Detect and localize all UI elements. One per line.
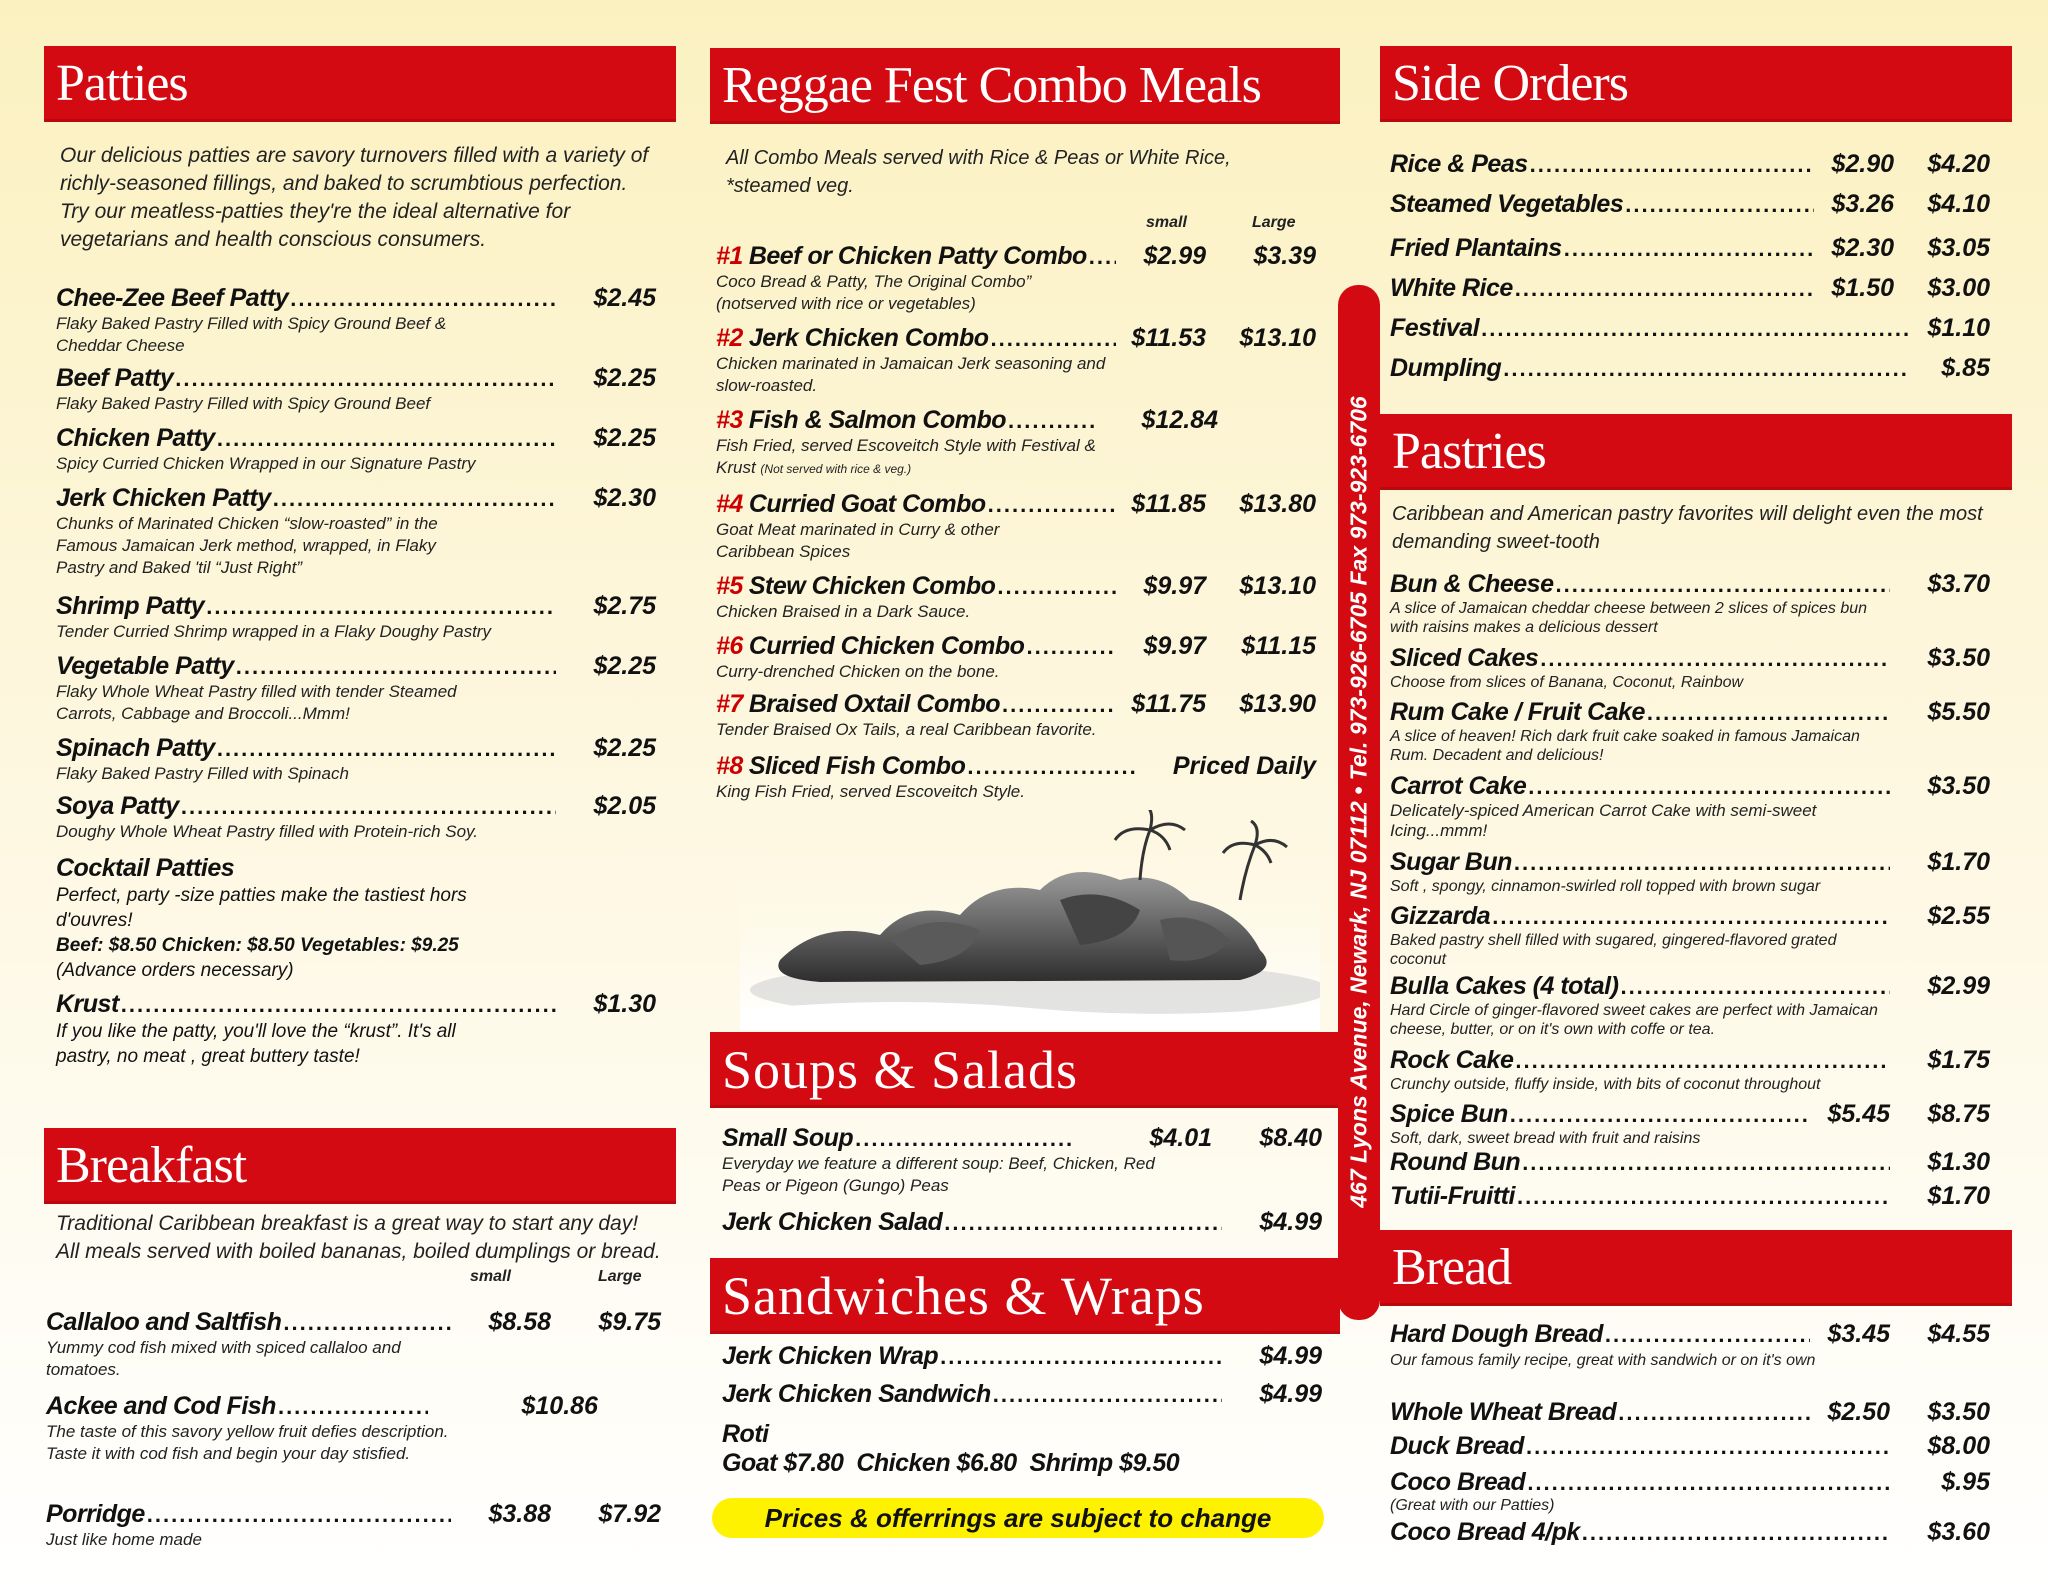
item-name: Jerk Chicken Patty — [56, 484, 271, 512]
item-name: Whole Wheat Bread — [1390, 1398, 1617, 1426]
item-name: Ackee and Cod Fish — [46, 1392, 276, 1420]
item-name: Soya Patty — [56, 792, 179, 820]
item-name: Carrot Cake — [1390, 772, 1527, 800]
menu-item[interactable] — [56, 652, 656, 725]
pastries-header: Pastries — [1380, 414, 2012, 490]
menu-item[interactable] — [1390, 698, 1990, 765]
item-name: Porridge — [46, 1500, 145, 1528]
item-name: Chee-Zee Beef Patty — [56, 284, 289, 312]
item-number: #6 — [716, 632, 743, 660]
item-name: Jerk Chicken Sandwich — [722, 1380, 991, 1408]
item-number: #4 — [716, 490, 743, 518]
item-description: Crunchy outside, fluffy inside, with bits of coconut throughout — [1390, 1076, 1821, 1093]
item-price: $2.30 — [593, 484, 656, 512]
item-description: Coco Bread & Patty, The Original Combo” (notserved with rice or vegetables) — [716, 272, 1032, 313]
item-price-small: $3.45 — [1827, 1320, 1890, 1348]
item-price: $2.55 — [1927, 902, 1990, 930]
item-name: Gizzarda — [1390, 902, 1491, 930]
item-description: Delicately-spiced American Carrot Cake with semi-sweet Icing...mmm! — [1390, 801, 1817, 840]
item-name: Festival — [1390, 314, 1480, 342]
item-name: Beef Patty — [56, 364, 174, 392]
item-description: Our famous family recipe, great with sandwich or on it's own — [1390, 1352, 1816, 1369]
item-name: Coco Bread 4/pk — [1390, 1518, 1580, 1546]
item-description: Flaky Baked Pastry Filled with Spicy Ground Beef & Cheddar Cheese — [56, 314, 447, 355]
menu-item[interactable] — [1390, 1046, 1990, 1094]
item-price-small: $2.30 — [1831, 234, 1894, 262]
item-price: $3.60 — [1927, 1518, 1990, 1546]
item-name: Rock Cake — [1390, 1046, 1514, 1074]
item-name: White Rice — [1390, 274, 1513, 302]
item-name: Sliced Fish Combo — [748, 752, 966, 780]
menu-item[interactable] — [1390, 1432, 1990, 1461]
item-number: #8 — [716, 752, 743, 780]
item-price: $8.00 — [1927, 1432, 1990, 1460]
menu-item-cocktail[interactable] — [56, 854, 656, 983]
item-price: $3.50 — [1927, 644, 1990, 672]
item-price-large: $4.55 — [1927, 1320, 1990, 1348]
menu-item[interactable] — [1390, 1398, 1990, 1427]
item-price: $2.99 — [1927, 972, 1990, 1000]
item-number: #5 — [716, 572, 743, 600]
menu-item[interactable] — [1390, 1468, 1990, 1515]
combo-small-label: small — [1146, 214, 1187, 231]
item-name: Small Soup — [722, 1124, 854, 1152]
pastries-intro: Caribbean and American pastry favorites will delight even the most demanding sweet-tooth — [1392, 503, 1983, 553]
menu-item-roti[interactable] — [722, 1420, 1322, 1478]
item-price: $.85 — [1941, 354, 1990, 382]
menu-item[interactable] — [56, 592, 656, 643]
menu-item[interactable] — [716, 752, 1316, 803]
menu-item[interactable] — [1390, 570, 1990, 637]
item-number: #3 — [716, 406, 743, 434]
item-price-small: $11.53 — [1131, 324, 1206, 352]
item-name: Jerk Chicken Wrap — [722, 1342, 939, 1370]
item-price-large: $13.80 — [1239, 490, 1316, 518]
item-price-small: $8.58 — [488, 1308, 551, 1336]
item-price-large: $3.39 — [1253, 242, 1316, 270]
menu-item[interactable] — [1390, 1182, 1990, 1211]
item-price: $3.50 — [1927, 772, 1990, 800]
menu-item[interactable] — [722, 1208, 1322, 1237]
item-description: Everyday we feature a different soup: Beef, Chicken, Red Peas or Pigeon (Gungo) Peas — [722, 1154, 1155, 1195]
item-description: (Great with our Patties) — [1390, 1497, 1555, 1514]
item-price-large: $7.92 — [598, 1500, 661, 1528]
item-name: Spinach Patty — [56, 734, 215, 762]
item-price: $12.84 — [1141, 406, 1218, 434]
item-name: Coco Bread — [1390, 1468, 1526, 1496]
item-name: Krust — [56, 990, 119, 1018]
menu-item[interactable] — [1390, 150, 1990, 179]
menu-item[interactable] — [1390, 354, 1990, 383]
item-description: Chunks of Marinated Chicken “slow-roasted” in the Famous Jamaican Jerk method, wrapped, in Flaky Pastry and Baked 'til “Just Right” — [56, 514, 438, 577]
menu-item[interactable] — [722, 1380, 1322, 1409]
item-price: $3.70 — [1927, 570, 1990, 598]
item-price-large: $11.15 — [1241, 632, 1316, 660]
item-name: Dumpling — [1390, 354, 1502, 382]
combo-intro: All Combo Meals served with Rice & Peas or White Rice, *steamed veg. — [726, 147, 1231, 197]
menu-item[interactable] — [1390, 234, 1990, 263]
item-price-large: $4.20 — [1927, 150, 1990, 178]
item-description: Perfect, party -size patties make the tastiest hors d'ouvres! — [56, 885, 467, 931]
menu-item[interactable] — [56, 484, 656, 579]
item-name: Hard Dough Bread — [1390, 1320, 1603, 1348]
menu-item[interactable] — [1390, 190, 1990, 219]
item-price-small: $3.88 — [488, 1500, 551, 1528]
item-description: Baked pastry shell filled with sugared, gingered-flavored grated coconut — [1390, 932, 1837, 968]
menu-item[interactable] — [56, 424, 656, 475]
menu-item[interactable] — [56, 990, 656, 1069]
item-price-small: $5.45 — [1827, 1100, 1890, 1128]
item-price: $4.99 — [1259, 1342, 1322, 1370]
menu-item[interactable] — [56, 792, 656, 843]
menu-item[interactable] — [716, 690, 1316, 741]
item-price: $4.99 — [1259, 1208, 1322, 1236]
combo-header: Reggae Fest Combo Meals — [710, 48, 1340, 124]
item-name: Fish & Salmon Combo — [748, 406, 1006, 434]
item-price: $2.25 — [593, 424, 656, 452]
address-text: 467 Lyons Avenue, Newark, NJ 07112 • Tel. 973-926-6705 Fax 973-923-6706 — [1345, 396, 1372, 1208]
item-name: Braised Oxtail Combo — [748, 690, 1000, 718]
menu-item[interactable] — [1390, 972, 1990, 1039]
item-price-large: $3.00 — [1927, 274, 1990, 302]
item-description: Just like home made — [46, 1530, 202, 1549]
item-price-large: $3.05 — [1927, 234, 1990, 262]
item-price-large: $9.75 — [598, 1308, 661, 1336]
menu-item[interactable] — [716, 490, 1316, 563]
item-price-small: $4.01 — [1149, 1124, 1212, 1152]
item-price: $4.99 — [1259, 1380, 1322, 1408]
item-price-large: $8.40 — [1259, 1124, 1322, 1152]
menu-item[interactable] — [46, 1392, 661, 1465]
menu-item[interactable] — [716, 406, 1316, 480]
item-name: Chicken Patty — [56, 424, 215, 452]
item-description: Chicken Braised in a Dark Sauce. — [716, 602, 971, 621]
item-name: Sliced Cakes — [1390, 644, 1539, 672]
menu-item[interactable] — [56, 284, 656, 357]
item-price: $1.75 — [1927, 1046, 1990, 1074]
menu-item[interactable] — [716, 632, 1316, 683]
item-name: Steamed Vegetables — [1390, 190, 1624, 218]
item-price-small: $11.75 — [1131, 690, 1206, 718]
item-name: Sugar Bun — [1390, 848, 1512, 876]
item-description: Soft, dark, sweet bread with fruit and raisins — [1390, 1130, 1701, 1147]
item-number: #1 — [716, 242, 743, 270]
item-price-small: $2.50 — [1827, 1398, 1890, 1426]
item-price: $2.25 — [593, 364, 656, 392]
item-number: #2 — [716, 324, 743, 352]
bread-header: Bread — [1380, 1230, 2012, 1306]
item-price-large: $3.50 — [1927, 1398, 1990, 1426]
menu-item[interactable] — [56, 364, 656, 415]
item-description: A slice of Jamaican cheddar cheese between 2 slices of spices bun with raisins makes a delicious dessert — [1390, 600, 1868, 636]
menu-item[interactable] — [1390, 1518, 1990, 1547]
price-notice: Prices & offerrings are subject to change — [712, 1498, 1324, 1538]
patties-intro: Our delicious patties are savory turnovers filled with a variety of richly-seasoned fillings, and baked to scrumbtious perfection. Try our meatless-patties they're the ideal alternative for vegetarians and health conscious consumers. — [60, 144, 649, 251]
item-description: Tender Braised Ox Tails, a real Caribbean favorite. — [716, 720, 1097, 739]
item-description: Flaky Whole Wheat Pastry filled with tender Steamed Carrots, Cabbage and Broccoli...Mmm! — [56, 682, 457, 723]
item-name: Rice & Peas — [1390, 150, 1528, 178]
item-prices: Goat $7.80 Chicken $6.80 Shrimp $9.50 — [722, 1449, 1180, 1477]
menu-item[interactable] — [56, 734, 656, 785]
item-name: Tutii-Fruitti — [1390, 1182, 1515, 1210]
menu-item[interactable] — [1390, 902, 1990, 969]
item-price: $2.75 — [593, 592, 656, 620]
menu-item[interactable] — [716, 572, 1316, 623]
item-price-small: $2.99 — [1143, 242, 1206, 270]
item-name: Beef or Chicken Patty Combo — [748, 242, 1087, 270]
item-name: Stew Chicken Combo — [748, 572, 996, 600]
menu-item[interactable] — [1390, 1148, 1990, 1177]
menu-item[interactable] — [716, 242, 1316, 315]
item-price: $2.05 — [593, 792, 656, 820]
item-prices: Beef: $8.50 Chicken: $8.50 Vegetables: $9.25 — [56, 935, 459, 956]
item-price: $.95 — [1941, 1468, 1990, 1496]
item-description: Chicken marinated in Jamaican Jerk seasoning and slow-roasted. — [716, 354, 1106, 395]
sides-header: Side Orders — [1380, 46, 2012, 122]
item-description: Hard Circle of ginger-flavored sweet cakes are perfect with Jamaican cheese, butter, or on it's own with coffe or tea. — [1390, 1002, 1878, 1038]
menu-item[interactable] — [716, 324, 1316, 397]
item-description: Curry-drenched Chicken on the bone. — [716, 662, 1000, 681]
item-description: Choose from slices of Banana, Coconut, Rainbow — [1390, 674, 1744, 691]
item-number: #7 — [716, 690, 743, 718]
item-description: Flaky Baked Pastry Filled with Spinach — [56, 764, 349, 783]
item-price: $1.70 — [1927, 1182, 1990, 1210]
item-description: The taste of this savory yellow fruit defies description. Taste it with cod fish and begin your day stisfied. — [46, 1422, 449, 1463]
item-price: $2.25 — [593, 734, 656, 762]
item-description: Fish Fried, served Escoveitch Style with Festival & Krust — [716, 436, 1096, 477]
item-description: Tender Curried Shrimp wrapped in a Flaky Doughy Pastry — [56, 622, 491, 641]
combo-large-label: Large — [1252, 214, 1296, 231]
item-name: Duck Bread — [1390, 1432, 1524, 1460]
item-price: $1.30 — [1927, 1148, 1990, 1176]
item-price-large: $13.90 — [1239, 690, 1316, 718]
item-description: If you like the patty, you'll love the “krust”. It's all pastry, no meat , great buttery taste! — [56, 1021, 456, 1067]
item-name: Fried Plantains — [1390, 234, 1562, 262]
item-price: $2.45 — [593, 284, 656, 312]
item-note: (Advance orders necessary) — [56, 960, 294, 981]
beach-rocks-palms-photo — [740, 810, 1320, 1030]
menu-item[interactable] — [722, 1342, 1322, 1371]
item-name: Curried Chicken Combo — [748, 632, 1025, 660]
item-price: Priced Daily — [1172, 752, 1316, 780]
item-name: Bun & Cheese — [1390, 570, 1554, 598]
item-description: King Fish Fried, served Escoveitch Style. — [716, 782, 1025, 801]
item-price: $2.25 — [593, 652, 656, 680]
menu-item[interactable] — [1390, 314, 1990, 343]
sandwiches-header: Sandwiches & Wraps — [710, 1258, 1340, 1334]
item-name: Rum Cake / Fruit Cake — [1390, 698, 1645, 726]
breakfast-intro: Traditional Caribbean breakfast is a great way to start any day! All meals served with boiled bananas, boiled dumplings or bread. — [56, 1212, 661, 1263]
item-description: Yummy cod fish mixed with spiced callaloo and tomatoes. — [46, 1338, 401, 1379]
item-price-small: $3.26 — [1831, 190, 1894, 218]
patties-header: Patties — [44, 46, 676, 122]
menu-item[interactable] — [722, 1124, 1322, 1197]
item-price-large: $13.10 — [1239, 324, 1316, 352]
item-price-small: $11.85 — [1131, 490, 1206, 518]
breakfast-large-label: Large — [598, 1268, 642, 1285]
item-note: (Not served with rice & veg.) — [760, 462, 912, 476]
item-price: $1.30 — [593, 990, 656, 1018]
menu-item[interactable] — [1390, 274, 1990, 303]
item-name: Jerk Chicken Combo — [748, 324, 989, 352]
item-description: Spicy Curried Chicken Wrapped in our Signature Pastry — [56, 454, 476, 473]
item-name: Round Bun — [1390, 1148, 1521, 1176]
menu-item[interactable] — [46, 1308, 661, 1381]
item-name: Roti — [722, 1420, 769, 1448]
menu-item[interactable] — [1390, 848, 1990, 896]
item-price: $10.86 — [521, 1392, 598, 1420]
item-price-small: $9.97 — [1143, 632, 1206, 660]
item-name: Vegetable Patty — [56, 652, 234, 680]
item-name: Curried Goat Combo — [748, 490, 986, 518]
menu-item[interactable] — [1390, 1320, 1990, 1373]
item-price: $5.50 — [1927, 698, 1990, 726]
menu-item[interactable] — [46, 1500, 661, 1551]
item-price-large: $8.75 — [1927, 1100, 1990, 1128]
menu-item[interactable] — [1390, 772, 1990, 841]
menu-item[interactable] — [1390, 1100, 1990, 1148]
item-price-small: $2.90 — [1831, 150, 1894, 178]
item-price: $1.10 — [1927, 314, 1990, 342]
breakfast-small-label: small — [470, 1268, 511, 1285]
item-description: Doughy Whole Wheat Pastry filled with Protein-rich Soy. — [56, 822, 479, 841]
item-description: Goat Meat marinated in Curry & other Caribbean Spices — [716, 520, 1000, 561]
item-description: Flaky Baked Pastry Filled with Spicy Ground Beef — [56, 394, 431, 413]
item-price-small: $9.97 — [1143, 572, 1206, 600]
item-name: Cocktail Patties — [56, 854, 235, 882]
item-price-large: $4.10 — [1927, 190, 1990, 218]
item-name: Callaloo and Saltfish — [46, 1308, 282, 1336]
item-price: $1.70 — [1927, 848, 1990, 876]
item-name: Jerk Chicken Salad — [722, 1208, 943, 1236]
soups-header: Soups & Salads — [710, 1032, 1340, 1108]
item-description: Soft , spongy, cinnamon-swirled roll topped with brown sugar — [1390, 878, 1821, 895]
item-name: Bulla Cakes (4 total) — [1390, 972, 1619, 1000]
item-name: Shrimp Patty — [56, 592, 205, 620]
address-sidebar — [1338, 285, 1380, 1320]
item-description: A slice of heaven! Rich dark fruit cake soaked in famous Jamaican Rum. Decadent and delicious! — [1390, 728, 1860, 764]
item-name: Spice Bun — [1390, 1100, 1508, 1128]
breakfast-header: Breakfast — [44, 1128, 676, 1204]
menu-item[interactable] — [1390, 644, 1990, 692]
item-price-large: $13.10 — [1239, 572, 1316, 600]
item-price-small: $1.50 — [1831, 274, 1894, 302]
